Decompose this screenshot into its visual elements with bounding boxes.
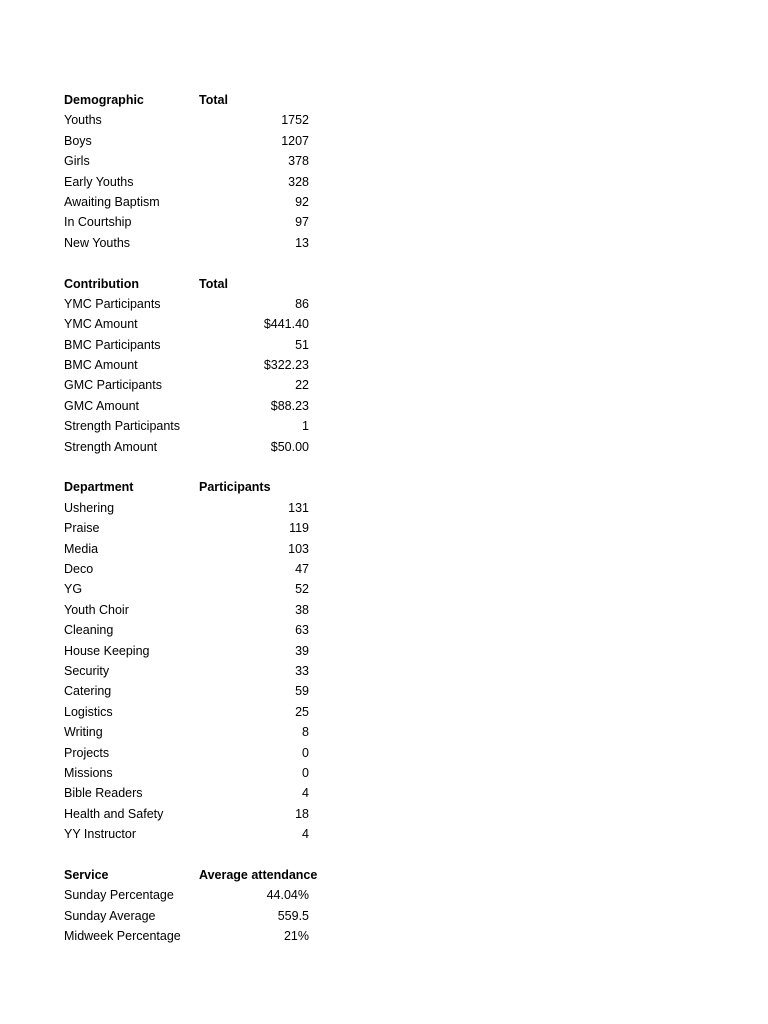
- row-label: Security: [64, 663, 110, 678]
- row-label: New Youths: [64, 235, 131, 250]
- row-label: House Keeping: [64, 643, 150, 658]
- row-label: Girls: [64, 154, 90, 169]
- row-value: 0: [302, 765, 309, 780]
- column-header-label: Department: [64, 480, 134, 495]
- row-label: YG: [64, 582, 83, 597]
- column-header-value: Average attendance: [199, 867, 318, 882]
- header-row: [64, 865, 324, 885]
- row-value: 1207: [281, 133, 309, 148]
- row-value: $88.23: [270, 398, 309, 413]
- row-value: 51: [295, 337, 309, 352]
- table-row: [64, 212, 324, 232]
- table-row: [64, 722, 324, 742]
- row-value: $322.23: [263, 358, 309, 373]
- row-value: 119: [289, 521, 309, 536]
- table-row: [64, 620, 324, 640]
- table-row: [64, 172, 324, 192]
- row-value: 18: [295, 806, 309, 821]
- row-value: 25: [295, 704, 309, 719]
- row-value: 328: [288, 174, 309, 189]
- table-row: [64, 702, 324, 722]
- table-row: [64, 600, 324, 620]
- row-value: 92: [295, 194, 309, 209]
- row-label: Bible Readers: [64, 786, 143, 801]
- row-value: 21%: [283, 929, 309, 944]
- table-row: [64, 233, 324, 253]
- row-label: Early Youths: [64, 174, 134, 189]
- row-label: Sunday Average: [64, 908, 156, 923]
- header-row: [64, 90, 324, 110]
- column-header-value: Total: [199, 93, 228, 107]
- row-label: Health and Safety: [64, 806, 164, 821]
- table-row: [64, 804, 324, 824]
- table-row: [64, 926, 324, 946]
- row-value: 4: [302, 827, 309, 842]
- table-row: [64, 824, 324, 844]
- row-value: 131: [288, 500, 309, 515]
- table-row: [64, 294, 324, 314]
- demographic-section: [64, 90, 324, 253]
- row-value: 33: [295, 663, 309, 678]
- row-label: Deco: [64, 561, 94, 576]
- table-row: [64, 416, 324, 436]
- row-label: YY Instructor: [64, 827, 137, 842]
- row-value: 0: [302, 745, 309, 760]
- row-value: $50.00: [270, 439, 309, 454]
- table-row: [64, 131, 324, 151]
- row-label: In Courtship: [64, 215, 132, 230]
- table-row: [64, 498, 324, 518]
- row-label: Youth Choir: [64, 602, 129, 617]
- row-value: 59: [295, 684, 309, 699]
- column-header-label: Contribution: [64, 276, 139, 291]
- row-label: Awaiting Baptism: [64, 194, 160, 209]
- department-section: [64, 477, 324, 844]
- table-row: [64, 335, 324, 355]
- row-value: 8: [302, 725, 309, 740]
- row-label: Missions: [64, 765, 113, 780]
- row-label: YMC Amount: [64, 317, 138, 332]
- row-label: GMC Amount: [64, 398, 140, 413]
- header-row: [64, 477, 324, 497]
- spreadsheet: [64, 90, 324, 967]
- column-header-value: Total: [199, 276, 228, 291]
- row-value: 47: [295, 561, 309, 576]
- row-value: 44.04%: [266, 888, 309, 903]
- row-value: 52: [295, 582, 309, 597]
- table-row: [64, 539, 324, 559]
- row-value: 38: [295, 602, 309, 617]
- row-value: 559.5: [277, 908, 309, 923]
- table-row: [64, 314, 324, 334]
- row-label: Midweek Percentage: [64, 929, 181, 944]
- column-header-value: Participants: [199, 480, 271, 495]
- row-value: 22: [295, 378, 309, 393]
- table-row: [64, 559, 324, 579]
- row-label: Writing: [64, 725, 103, 740]
- service-section: [64, 865, 324, 947]
- table-row: [64, 437, 324, 457]
- contribution-section: [64, 274, 324, 458]
- table-row: [64, 396, 324, 416]
- row-value: 1752: [281, 113, 309, 128]
- row-value: 378: [288, 154, 309, 169]
- row-value: $441.40: [263, 317, 309, 332]
- table-row: [64, 661, 324, 681]
- row-label: Boys: [64, 133, 92, 148]
- row-label: Ushering: [64, 500, 115, 515]
- table-row: [64, 579, 324, 599]
- row-label: YMC Participants: [64, 296, 161, 311]
- table-row: [64, 192, 324, 212]
- column-header-label: Demographic: [64, 93, 144, 107]
- row-label: Logistics: [64, 704, 113, 719]
- row-value: 13: [295, 235, 309, 250]
- row-label: Strength Participants: [64, 419, 181, 434]
- table-row: [64, 110, 324, 130]
- row-label: Media: [64, 541, 99, 556]
- table-row: [64, 681, 324, 701]
- column-header-label: Service: [64, 867, 109, 882]
- row-label: Projects: [64, 745, 110, 760]
- table-row: [64, 763, 324, 783]
- table-row: [64, 885, 324, 905]
- header-row: [64, 274, 324, 294]
- table-row: [64, 375, 324, 395]
- row-label: Youths: [64, 113, 102, 128]
- table-row: [64, 151, 324, 171]
- row-value: 1: [302, 419, 309, 434]
- row-value: 86: [295, 296, 309, 311]
- row-label: BMC Participants: [64, 337, 161, 352]
- row-label: BMC Amount: [64, 358, 138, 373]
- row-label: Sunday Percentage: [64, 888, 174, 903]
- row-value: 63: [295, 623, 309, 638]
- row-value: 97: [295, 215, 309, 230]
- row-label: GMC Participants: [64, 378, 162, 393]
- table-row: [64, 783, 324, 803]
- table-row: [64, 641, 324, 661]
- row-label: Praise: [64, 521, 100, 536]
- row-label: Cleaning: [64, 623, 114, 638]
- row-value: 39: [295, 643, 309, 658]
- row-value: 103: [288, 541, 309, 556]
- table-row: [64, 906, 324, 926]
- table-row: [64, 518, 324, 538]
- row-label: Strength Amount: [64, 439, 158, 454]
- row-value: 4: [302, 786, 309, 801]
- row-label: Catering: [64, 684, 112, 699]
- table-row: [64, 355, 324, 375]
- table-row: [64, 743, 324, 763]
